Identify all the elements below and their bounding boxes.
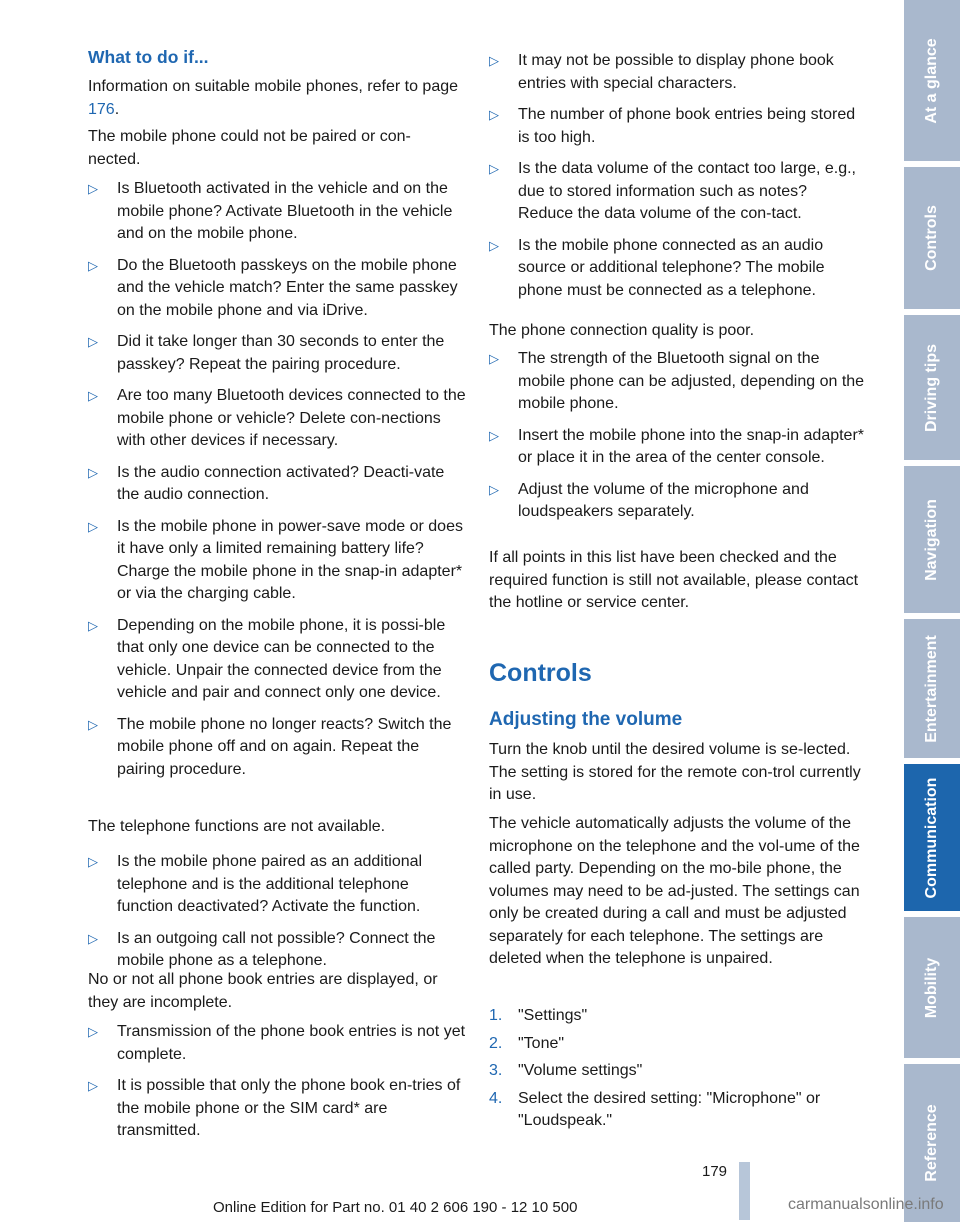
triangle-bullet-icon: ▷ xyxy=(88,464,98,480)
list-item xyxy=(88,516,466,606)
sidebar-tab-mobility[interactable] xyxy=(904,917,960,1058)
footer-text: Online Edition for Part no. 01 40 2 606 190 - 12 10 500 xyxy=(213,1199,578,1216)
list-item xyxy=(88,255,466,323)
triangle-bullet-icon: ▷ xyxy=(489,237,499,253)
step-text: "Tone" xyxy=(518,1034,565,1052)
troubleshoot-list-quality xyxy=(489,348,865,533)
subsection-title-volume: Adjusting the volume xyxy=(489,709,683,730)
troubleshoot-list-phonebook-cont xyxy=(489,50,865,311)
sidebar-tab-at-a-glance[interactable] xyxy=(904,0,960,161)
list-item xyxy=(88,1021,466,1066)
list-item-text: Is the mobile phone in power-save mode or does it have only a limited remaining battery life? Charge the mobile phone in the snap-in adapter* or via the charging cable. xyxy=(117,517,463,602)
list-item-text: The strength of the Bluetooth signal on the mobile phone can be adjusted, depending on the mobile phone. xyxy=(518,350,865,412)
list-item xyxy=(489,104,865,149)
list-item xyxy=(489,158,865,226)
sidebar-tab-communication[interactable] xyxy=(904,764,960,911)
list-item xyxy=(489,50,865,95)
sidebar-tab-entertainment[interactable] xyxy=(904,619,960,758)
list-item-text: Adjust the volume of the microphone and loudspeakers separately. xyxy=(518,480,809,520)
triangle-bullet-icon: ▷ xyxy=(489,481,499,497)
list-item xyxy=(88,462,466,507)
paragraph-phonebook: No or not all phone book entries are displayed, or they are incomplete. xyxy=(88,971,438,1011)
list-item-text: Are too many Bluetooth devices connected to the mobile phone or vehicle? Delete con-nections with other devices if necessary. xyxy=(117,387,466,449)
intro-paragraph: Information on suitable mobile phones, refer to page 176. xyxy=(88,78,459,118)
sidebar-tab-navigation[interactable] xyxy=(904,466,960,613)
section-title-controls: Controls xyxy=(489,659,592,687)
step-text: "Settings" xyxy=(518,1007,588,1024)
list-item-text: It may not be possible to display phone book entries with special characters. xyxy=(518,52,834,92)
page-link[interactable]: 176 xyxy=(88,100,115,118)
list-item-text: The mobile phone no longer reacts? Switch the mobile phone off and on again. Repeat the pairing procedure. xyxy=(117,715,452,778)
sidebar-tab-label: Driving tips xyxy=(923,343,940,432)
step-item xyxy=(489,1060,865,1083)
sidebar-tab-label: At a glance xyxy=(923,37,940,124)
triangle-bullet-icon: ▷ xyxy=(88,930,98,946)
paragraph-functions-unavailable: The telephone functions are not available. xyxy=(88,818,386,835)
list-item xyxy=(489,235,865,303)
paragraph-not-paired: The mobile phone could not be paired or con-nected. xyxy=(88,128,411,168)
paragraph-knob: Turn the knob until the desired volume is se-lected. The setting is stored for the remote con-trol currently in use. xyxy=(489,741,861,803)
sidebar-tab-label: Entertainment xyxy=(923,634,940,743)
sidebar-tab-controls[interactable] xyxy=(904,167,960,309)
list-item-text: Is an outgoing call not possible? Connect the mobile phone as a telephone. xyxy=(117,929,436,969)
triangle-bullet-icon: ▷ xyxy=(489,427,499,443)
triangle-bullet-icon: ▷ xyxy=(489,53,499,68)
list-item-text: Is the mobile phone paired as an additional telephone and is the additional telephone function deactivated? Activate the function. xyxy=(117,853,423,915)
triangle-bullet-icon: ▷ xyxy=(88,388,98,403)
triangle-bullet-icon: ▷ xyxy=(489,161,499,176)
sidebar-tab-label: Communication xyxy=(923,777,940,898)
list-item-text: Is Bluetooth activated in the vehicle and on the mobile phone? Activate Bluetooth in the vehicle and on the mobile phone. xyxy=(117,180,453,242)
triangle-bullet-icon: ▷ xyxy=(88,257,98,273)
list-item xyxy=(489,479,865,524)
watermark-text: carmanualsonline.info xyxy=(788,1196,944,1213)
sidebar-tab-label: Reference xyxy=(923,1104,940,1182)
list-item xyxy=(88,714,466,782)
paragraph-quality-poor: The phone connection quality is poor. xyxy=(489,322,755,339)
list-item xyxy=(489,348,865,416)
triangle-bullet-icon: ▷ xyxy=(88,617,98,633)
list-item-text: Is the mobile phone connected as an audio source or additional telephone? The mobile phone must be connected as a telephone. xyxy=(518,236,825,299)
step-item xyxy=(489,1088,865,1133)
list-item-text: Do the Bluetooth passkeys on the mobile phone and the vehicle match? Enter the same passkey on the mobile phone and via iDrive. xyxy=(117,256,458,319)
troubleshoot-list-functions xyxy=(88,851,466,982)
list-item xyxy=(88,1075,466,1143)
triangle-bullet-icon: ▷ xyxy=(88,334,98,349)
triangle-bullet-icon: ▷ xyxy=(88,854,98,869)
list-item xyxy=(88,851,466,919)
triangle-bullet-icon: ▷ xyxy=(88,1078,98,1093)
list-item xyxy=(88,178,466,246)
sidebar-tab-label: Navigation xyxy=(923,498,940,581)
list-item-text: Insert the mobile phone into the snap-in adapter* or place it in the area of the center console. xyxy=(518,426,865,466)
page-number: 179 xyxy=(702,1163,728,1180)
chapter-sidebar xyxy=(904,0,960,1222)
section-heading-what-to-do: What to do if... xyxy=(88,47,209,67)
paragraph-auto-volume: The vehicle automatically adjusts the volume of the microphone on the telephone and the vol-ume of the called party. Depending on the mo-bile phone, the volumes may need to be ad-justed. The settings can only be created during a call and must be adjusted separately for each telephone. The settings are deleted when the telephone is unpaired. xyxy=(489,815,860,967)
sidebar-tab-label: Controls xyxy=(923,205,940,271)
step-text: Select the desired setting: "Microphone" or "Loudspeak." xyxy=(518,1089,821,1129)
list-item-text: Transmission of the phone book entries is not yet complete. xyxy=(117,1023,466,1063)
list-item-text: It is possible that only the phone book en-tries of the mobile phone or the SIM card* are transmitted. xyxy=(117,1077,461,1139)
list-item xyxy=(88,385,466,453)
list-item-text: The number of phone book entries being stored is too high. xyxy=(518,106,856,146)
triangle-bullet-icon: ▷ xyxy=(489,351,499,366)
sidebar-tab-label: Mobility xyxy=(923,957,940,1018)
step-number: 4. xyxy=(489,1089,503,1107)
step-item xyxy=(489,1005,865,1028)
triangle-bullet-icon: ▷ xyxy=(88,518,98,534)
triangle-bullet-icon: ▷ xyxy=(489,107,499,122)
troubleshoot-list-phonebook xyxy=(88,1021,466,1152)
step-text: "Volume settings" xyxy=(518,1062,643,1079)
triangle-bullet-icon: ▷ xyxy=(88,1024,98,1039)
list-item xyxy=(88,615,466,705)
sidebar-tab-driving-tips[interactable] xyxy=(904,315,960,460)
list-item-text: Depending on the mobile phone, it is possi-ble that only one device can be connected to the vehicle. Unpair the connected device from the vehicle and pair and connect only one device. xyxy=(117,616,446,701)
list-item-text: Is the data volume of the contact too large, e.g., due to stored information such as notes? Reduce the data volume of the con-tact. xyxy=(518,160,856,222)
step-number: 3. xyxy=(489,1062,503,1079)
list-item xyxy=(88,331,466,376)
page-number-bar xyxy=(739,1162,750,1220)
list-item-text: Is the audio connection activated? Deacti-vate the audio connection. xyxy=(117,463,445,503)
triangle-bullet-icon: ▷ xyxy=(88,716,98,732)
troubleshoot-list-pairing xyxy=(88,178,466,790)
paragraph-all-points: If all points in this list have been checked and the required function is still not available, please contact the hotline or service center. xyxy=(489,549,859,611)
list-item xyxy=(489,425,865,470)
list-item xyxy=(88,928,466,973)
triangle-bullet-icon: ▷ xyxy=(88,181,98,196)
step-item xyxy=(489,1033,865,1056)
step-number: 1. xyxy=(489,1007,503,1024)
step-number: 2. xyxy=(489,1034,503,1052)
volume-steps-list xyxy=(489,1005,865,1138)
list-item-text: Did it take longer than 30 seconds to enter the passkey? Repeat the pairing procedure. xyxy=(117,333,445,373)
